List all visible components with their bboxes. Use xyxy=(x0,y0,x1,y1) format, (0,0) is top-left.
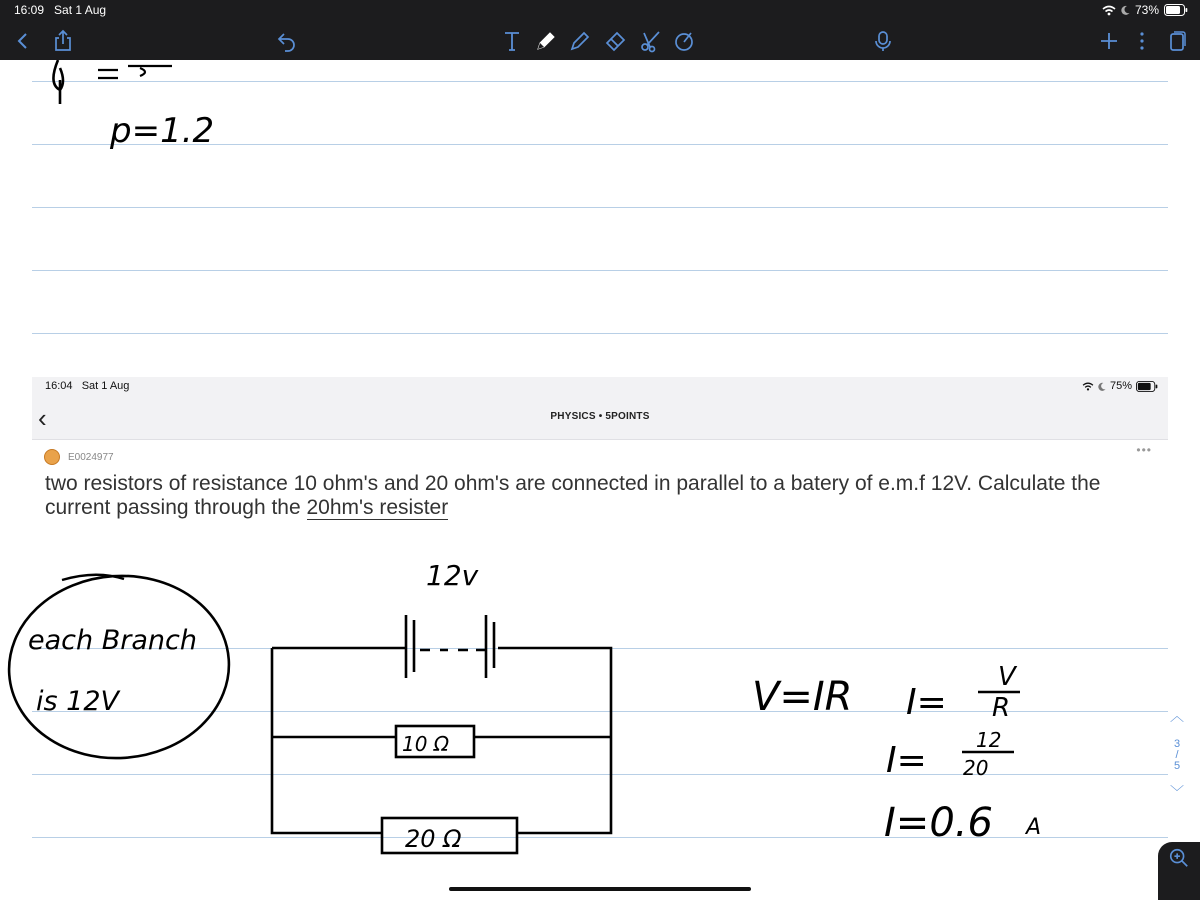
ink-answer-line: p=1.2 xyxy=(110,111,215,151)
wifi-icon xyxy=(1102,5,1116,16)
question-body: two resistors of resistance 10 ohm's and 20 ohm's are connected in parallel to a batery of e.m.f 12V. Calculate the current passing through the xyxy=(45,472,1101,519)
battery-percent: 73% xyxy=(1134,3,1159,17)
chevron-down-icon[interactable]: ﹀ xyxy=(1170,784,1184,800)
battery-icon xyxy=(1164,4,1188,16)
page-total: 5 xyxy=(1173,760,1181,772)
chevron-left-icon: ‹ xyxy=(38,403,47,433)
chevron-up-icon[interactable]: ︿ xyxy=(1170,708,1184,724)
more-icon[interactable] xyxy=(1125,24,1159,58)
pen-icon[interactable] xyxy=(529,24,563,58)
ink-note-line2: is 12V xyxy=(36,686,119,717)
shapes-icon[interactable] xyxy=(667,24,701,58)
ink-result-unit: A xyxy=(1026,815,1042,840)
ink-circle xyxy=(3,569,235,766)
toolbar xyxy=(0,22,1200,60)
eraser-icon[interactable] xyxy=(599,24,633,58)
page-separator: / xyxy=(1175,749,1179,761)
pages-icon[interactable] xyxy=(1160,24,1194,58)
page-navigator xyxy=(1166,706,1188,802)
screenshot-date: Sat 1 Aug xyxy=(81,380,130,392)
microphone-icon[interactable] xyxy=(866,24,900,58)
page-current: 3 xyxy=(1173,738,1181,750)
highlighter-icon[interactable] xyxy=(563,24,597,58)
user-id: E0024977 xyxy=(68,451,114,463)
ink-formula3-lhs: I= xyxy=(886,740,927,781)
note-page[interactable] xyxy=(0,60,1200,900)
lasso-icon[interactable] xyxy=(634,24,668,58)
ink-resistor-20: 20 Ω xyxy=(405,825,462,853)
status-indicators xyxy=(1102,3,1188,17)
undo-icon[interactable] xyxy=(270,24,304,58)
ink-formula2-lhs: I= xyxy=(906,682,947,723)
back-icon[interactable] xyxy=(6,24,40,58)
question-underlined: 20hm's resister xyxy=(306,496,449,519)
top-bar xyxy=(0,0,1200,60)
share-icon[interactable] xyxy=(46,24,80,58)
zoom-in-icon xyxy=(1168,847,1190,869)
status-clock: 16:09 xyxy=(14,3,45,17)
add-icon[interactable] xyxy=(1092,24,1126,58)
ink-formula3-den: 20 xyxy=(963,756,989,780)
screenshot-clock: 16:04 xyxy=(45,380,73,392)
ink-resistor-10: 10 Ω xyxy=(402,732,450,756)
ink-layer xyxy=(0,60,1200,900)
ink-top-formula xyxy=(53,60,172,104)
text-tool-icon[interactable] xyxy=(495,24,529,58)
ink-formula2-num: V xyxy=(998,662,1016,692)
moon-icon xyxy=(1121,5,1130,15)
status-time xyxy=(14,3,106,17)
ink-note-line1: each Branch xyxy=(28,625,197,656)
ellipsis-icon: ••• xyxy=(1136,443,1152,457)
ink-formula2-den: R xyxy=(992,693,1011,723)
ink-formula-vir: V=IR xyxy=(752,674,853,720)
ink-formula3-num: 12 xyxy=(976,728,1002,752)
home-indicator[interactable] xyxy=(449,887,751,891)
ink-result: I=0.6 xyxy=(884,800,993,846)
screenshot-title: PHYSICS • 5POINTS xyxy=(550,411,650,422)
ink-battery-voltage: 12v xyxy=(426,559,479,592)
screenshot-battery-percent: 75% xyxy=(1109,380,1132,392)
zoom-button[interactable] xyxy=(1158,842,1200,900)
status-date: Sat 1 Aug xyxy=(54,3,107,17)
